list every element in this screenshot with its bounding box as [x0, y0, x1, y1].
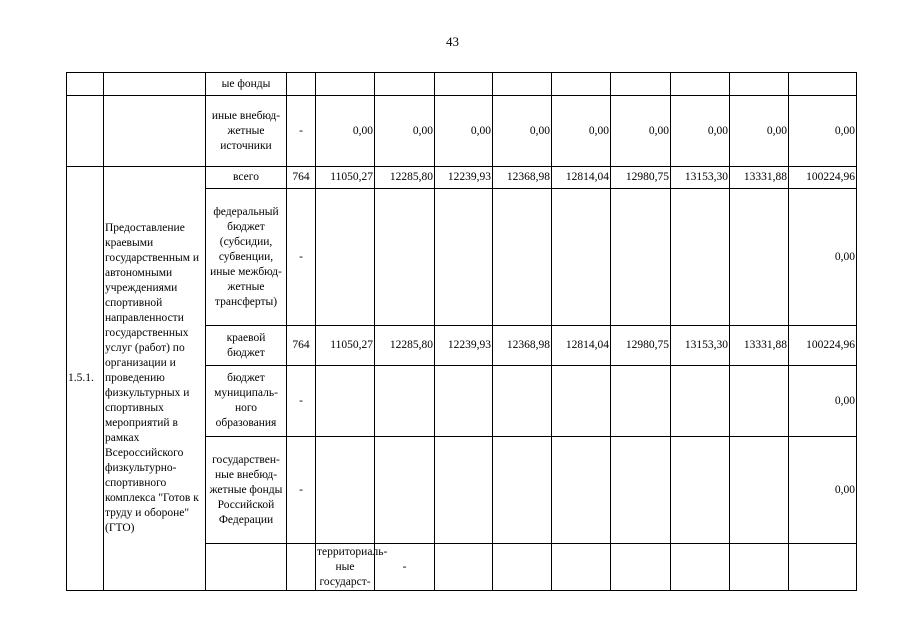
- value-cell: [435, 437, 493, 544]
- funding-source-cell: бюджет муниципаль-ного образования: [206, 366, 287, 437]
- row-number-cell: [206, 544, 287, 591]
- value-cell: 12239,93: [435, 326, 493, 366]
- value-cell: 0,00: [789, 366, 857, 437]
- value-cell: 13331,88: [730, 167, 789, 189]
- funding-source-cell: государствен-ные внебюд-жетные фонды Российской Федерации: [206, 437, 287, 544]
- value-cell: [789, 544, 857, 591]
- value-cell: [552, 544, 611, 591]
- funding-source-cell: ые фонды: [206, 73, 287, 96]
- value-cell: [552, 73, 611, 96]
- value-cell: 0,00: [552, 96, 611, 167]
- value-cell: 100224,96: [789, 167, 857, 189]
- value-cell: [611, 437, 671, 544]
- value-cell: [493, 366, 552, 437]
- value-cell: [493, 73, 552, 96]
- value-cell: [789, 73, 857, 96]
- code-cell: 764: [287, 326, 316, 366]
- value-cell: [611, 189, 671, 326]
- value-cell: 12980,75: [611, 326, 671, 366]
- row-name-cell: [104, 96, 206, 167]
- value-cell: 13153,30: [671, 326, 730, 366]
- value-cell: [435, 544, 493, 591]
- value-cell: 0,00: [671, 96, 730, 167]
- value-cell: [552, 189, 611, 326]
- code-cell: -: [287, 96, 316, 167]
- value-cell: 0,00: [789, 437, 857, 544]
- value-cell: [435, 73, 493, 96]
- funding-source-cell: иные внебюд-жетные источники: [206, 96, 287, 167]
- row-name-cell: [104, 73, 206, 96]
- value-cell: 12285,80: [375, 326, 435, 366]
- value-cell: 0,00: [375, 96, 435, 167]
- value-cell: 0,00: [316, 96, 375, 167]
- value-cell: [671, 366, 730, 437]
- value-cell: 0,00: [493, 96, 552, 167]
- value-cell: 12368,98: [493, 326, 552, 366]
- value-cell: [375, 73, 435, 96]
- value-cell: 13331,88: [730, 326, 789, 366]
- value-cell: 0,00: [611, 96, 671, 167]
- value-cell: 12814,04: [552, 167, 611, 189]
- value-cell: [316, 73, 375, 96]
- value-cell: [435, 366, 493, 437]
- row-number-cell: [67, 73, 104, 96]
- value-cell: 11050,27: [316, 326, 375, 366]
- row-number-cell: [67, 96, 104, 167]
- value-cell: [435, 189, 493, 326]
- value-cell: [493, 189, 552, 326]
- value-cell: 0,00: [789, 96, 857, 167]
- value-cell: 0,00: [730, 96, 789, 167]
- value-cell: 0,00: [435, 96, 493, 167]
- row-name-cell: Предоставление краевыми государственным и автономными учреждениями спортивной направленности государственных услуг (работ) по организации и проведению физкультурных и спортивных мероприятий в рамках Всероссийского физкультурно-спортивного комплекса "Готов к труду и обороне" (ГТО): [104, 167, 206, 591]
- budget-table: [66, 72, 857, 591]
- funding-source-cell: территориаль-ные государст-: [316, 544, 375, 591]
- value-cell: [671, 437, 730, 544]
- value-cell: 12980,75: [611, 167, 671, 189]
- value-cell: 12285,80: [375, 167, 435, 189]
- table-row: [67, 167, 857, 189]
- funding-source-cell: всего: [206, 167, 287, 189]
- code-cell: -: [287, 366, 316, 437]
- value-cell: 13153,30: [671, 167, 730, 189]
- code-cell: 764: [287, 167, 316, 189]
- value-cell: [493, 437, 552, 544]
- value-cell: [316, 437, 375, 544]
- value-cell: [552, 366, 611, 437]
- code-cell: -: [287, 437, 316, 544]
- row-number-cell: 1.5.1.: [67, 167, 104, 591]
- value-cell: 0,00: [789, 189, 857, 326]
- value-cell: [552, 437, 611, 544]
- value-cell: 11050,27: [316, 167, 375, 189]
- funding-source-cell: краевой бюджет: [206, 326, 287, 366]
- table-row: [67, 96, 857, 167]
- value-cell: [375, 437, 435, 544]
- value-cell: [730, 366, 789, 437]
- value-cell: 12368,98: [493, 167, 552, 189]
- value-cell: [375, 189, 435, 326]
- value-cell: [730, 437, 789, 544]
- value-cell: [671, 189, 730, 326]
- code-cell: -: [287, 189, 316, 326]
- value-cell: [316, 189, 375, 326]
- value-cell: 12239,93: [435, 167, 493, 189]
- page-number: 43: [446, 34, 459, 49]
- value-cell: [316, 366, 375, 437]
- value-cell: [730, 73, 789, 96]
- value-cell: [611, 73, 671, 96]
- value-cell: [730, 544, 789, 591]
- row-name-cell: [287, 544, 316, 591]
- value-cell: 12814,04: [552, 326, 611, 366]
- value-cell: [671, 544, 730, 591]
- table-row: [67, 73, 857, 96]
- code-cell: -: [375, 544, 435, 591]
- value-cell: [375, 366, 435, 437]
- code-cell: [287, 73, 316, 96]
- value-cell: [611, 366, 671, 437]
- value-cell: 100224,96: [789, 326, 857, 366]
- value-cell: [671, 73, 730, 96]
- funding-source-cell: федеральный бюджет (субсидии, субвенции, иные межбюд-жетные трансферты): [206, 189, 287, 326]
- value-cell: [730, 189, 789, 326]
- value-cell: [493, 544, 552, 591]
- value-cell: [611, 544, 671, 591]
